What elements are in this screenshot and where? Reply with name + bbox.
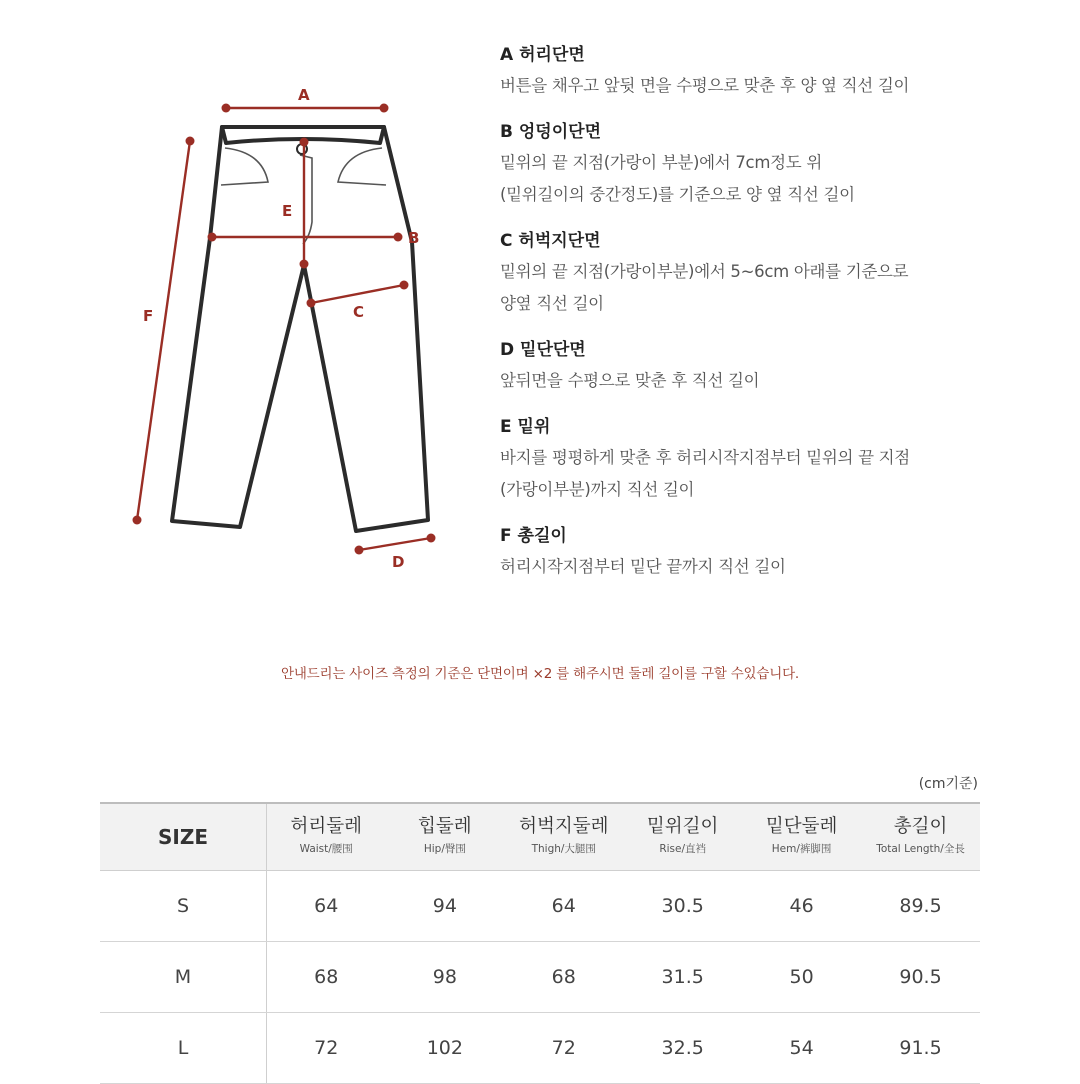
definition-f xyxy=(500,521,1060,583)
header-ko: 밑위길이 xyxy=(646,816,719,837)
header-en: Hip/臀围 xyxy=(423,843,466,855)
table-cell: 50 xyxy=(742,942,861,1013)
header-en: Hem/裤脚围 xyxy=(771,843,832,855)
definition-title: E 밑위 xyxy=(500,417,551,437)
table-cell: 91.5 xyxy=(861,1013,980,1084)
definition-text: 양옆 직선 길이 xyxy=(500,294,604,313)
table-cell: 98 xyxy=(385,942,504,1013)
definition-a xyxy=(500,40,1060,102)
size-cell: M xyxy=(100,942,267,1013)
table-cell: 89.5 xyxy=(861,871,980,942)
header-ko: 힙둘레 xyxy=(418,816,472,837)
table-cell: 31.5 xyxy=(623,942,742,1013)
table-cell: 54 xyxy=(742,1013,861,1084)
definition-title: C 허벅지단면 xyxy=(500,231,601,251)
header-ko: 허벅지둘레 xyxy=(519,816,609,837)
table-cell: 32.5 xyxy=(623,1013,742,1084)
header-en: Rise/直裆 xyxy=(659,843,707,855)
header-ko: 총길이 xyxy=(893,816,948,837)
pants-measurement-diagram xyxy=(0,0,480,600)
hip-header xyxy=(385,803,504,871)
table-cell: 64 xyxy=(504,871,623,942)
size-header: SIZE xyxy=(100,803,267,871)
label-d: D xyxy=(392,553,405,571)
rise-header xyxy=(623,803,742,871)
measurement-note: 안내드리는 사이즈 측정의 기준은 단면이며 ×2 를 해주시면 둘레 길이를 구할 수있습니다. xyxy=(280,666,800,682)
definition-text: 밑위의 끝 지점(가랑이부분)에서 5~6cm 아래를 기준으로 xyxy=(500,262,909,281)
size-cell: S xyxy=(100,871,267,942)
table-cell: 30.5 xyxy=(623,871,742,942)
thigh-header xyxy=(504,803,623,871)
definition-text: (가랑이부분)까지 직선 길이 xyxy=(500,480,695,499)
size-cell: L xyxy=(100,1013,267,1084)
header-ko: 밑단둘레 xyxy=(765,816,838,837)
hem-header xyxy=(742,803,861,871)
table-cell: 64 xyxy=(267,871,386,942)
table-cell: 102 xyxy=(385,1013,504,1084)
table-cell: 94 xyxy=(385,871,504,942)
total-length-header xyxy=(861,803,980,871)
definition-title: F 총길이 xyxy=(500,526,567,546)
definition-title: A 허리단면 xyxy=(500,45,585,65)
label-f: F xyxy=(143,307,154,325)
header-ko: 허리둘레 xyxy=(290,816,362,837)
table-cell: 68 xyxy=(267,942,386,1013)
pants-outline xyxy=(172,127,428,531)
size-table xyxy=(100,802,980,1084)
table-cell: 68 xyxy=(504,942,623,1013)
table-header-row xyxy=(100,803,980,871)
table-cell: 72 xyxy=(504,1013,623,1084)
header-en: Waist/腰围 xyxy=(299,843,353,855)
definition-text: 바지를 평평하게 맞춘 후 허리시작지점부터 밑위의 끝 지점 xyxy=(500,448,910,467)
definition-title: D 밑단단면 xyxy=(500,340,586,360)
table-cell: 72 xyxy=(267,1013,386,1084)
definition-c xyxy=(500,226,1060,320)
header-en: Total Length/全長 xyxy=(876,843,965,855)
label-b: B xyxy=(408,229,420,247)
waist-header xyxy=(267,803,386,871)
definition-e xyxy=(500,412,1060,506)
measurement-definitions xyxy=(500,40,1060,598)
label-c: C xyxy=(353,303,365,321)
definition-title: B 엉덩이단면 xyxy=(500,122,601,142)
definition-d xyxy=(500,335,1060,397)
definition-text: 허리시작지점부터 밑단 끝까지 직선 길이 xyxy=(500,557,786,576)
table-row xyxy=(100,1013,980,1084)
table-cell: 90.5 xyxy=(861,942,980,1013)
table-row xyxy=(100,942,980,1013)
definition-text: 버튼을 채우고 앞뒷 면을 수평으로 맞춘 후 양 옆 직선 길이 xyxy=(500,76,910,95)
definition-text: 밑위의 끝 지점(가랑이 부분)에서 7cm정도 위 xyxy=(500,153,822,172)
label-e: E xyxy=(282,202,293,220)
definition-b xyxy=(500,117,1060,211)
definition-text: 앞뒤면을 수평으로 맞춘 후 직선 길이 xyxy=(500,371,760,390)
label-a: A xyxy=(298,86,310,104)
definition-text: (밑위길이의 중간정도)를 기준으로 양 옆 직선 길이 xyxy=(500,185,855,204)
table-cell: 46 xyxy=(742,871,861,942)
header-en: Thigh/大腿围 xyxy=(531,843,596,855)
table-row xyxy=(100,871,980,942)
unit-label: (cm기준) xyxy=(918,776,978,792)
